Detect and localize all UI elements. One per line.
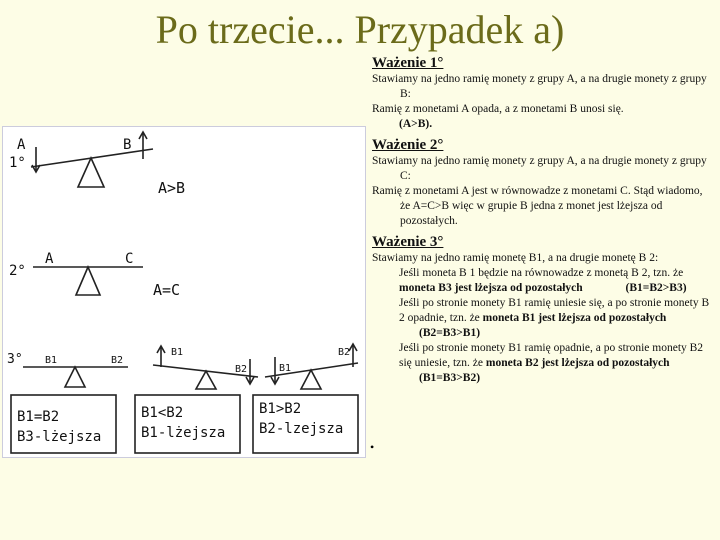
heading-weighing-3: Ważenie 3°: [372, 234, 444, 250]
text-weighing-2-line1: Stawiamy na jedno ramię monety z grupy A, a na drugie monety z grupy C:: [372, 155, 707, 182]
result-box-2-line-1: B1<B2: [141, 405, 184, 421]
case-2-formula: (B2=B3>B1): [419, 327, 481, 339]
heading-weighing-1: Ważenie 1°: [372, 55, 444, 71]
heading-weighing-2: Ważenie 2°: [372, 137, 444, 153]
text-case-2: [372, 296, 712, 341]
case-1-formula: (B1=B2>B3): [625, 282, 687, 294]
result-row-1: A>B: [158, 179, 186, 197]
text-case-3: [372, 341, 712, 386]
coin-label-a-row-2: A: [45, 251, 54, 267]
text-column: [372, 54, 712, 386]
section-weighing-2: [372, 136, 712, 229]
result-box-3-line-1: B1>B2: [259, 401, 302, 417]
case-1-bold: moneta B3 jest lżejsza od pozostałych: [399, 282, 583, 294]
fulcrum-row-1: [78, 158, 104, 187]
case-3-formula: (B1=B3>B2): [419, 372, 481, 384]
result-row-2: A=C: [153, 281, 181, 299]
result-box-2-line-2: B1-lżejsza: [141, 425, 226, 441]
case-3-bold: moneta B2 jest lżejsza od pozostałych: [485, 357, 670, 369]
case-2-text: Jeśli po stronie monety B1 ramię uniesie się, a po stronie monety B 2 opadnie, tzn. że: [399, 297, 710, 324]
case-1-text: Jeśli moneta B 1 będzie na równowadze z monetą B 2, tzn. że: [399, 267, 684, 279]
case-2-bold: moneta B1 jest lżejsza od pozostałych: [482, 312, 667, 324]
coin-label-c-row-2: C: [125, 251, 134, 267]
coin-label-a-row-1: A: [17, 137, 26, 153]
result-box-2-text: [141, 403, 225, 443]
coin-label-b2-scale-1: B2: [111, 355, 124, 366]
fulcrum-row-3-scale-3: [301, 370, 321, 389]
text-weighing-3-line1: Stawiamy na jedno ramię monetę B1, a na drugie monetę B 2:: [372, 252, 659, 264]
text-case-1: [372, 266, 712, 296]
fulcrum-row-3-scale-2: [196, 371, 216, 389]
result-box-1-text: [17, 407, 101, 447]
fulcrum-row-2: [76, 267, 100, 295]
row-1-label: 1°: [9, 155, 26, 171]
text-weighing-1-line1: Stawiamy na jedno ramię monety z grupy A, a na drugie monety z grupy B:: [372, 73, 707, 100]
result-box-1-line-2: B3-lżejsza: [17, 429, 102, 445]
coin-label-b2-scale-2: B2: [235, 364, 248, 375]
slide-title: Po trzecie... Przypadek a): [155, 7, 565, 52]
coin-label-b1-scale-2: B1: [171, 347, 184, 358]
text-weighing-1-line2: Ramię z monetami A opada, a z monetami B unosi się.: [372, 103, 624, 115]
section-weighing-1: [372, 54, 712, 132]
bullet-mark: •: [370, 440, 375, 454]
text-weighing-1-result: (A>B).: [399, 118, 433, 130]
row-3-label: 3°: [7, 352, 23, 367]
coin-label-b2-scale-3: B2: [338, 347, 351, 358]
case-3-text: Jeśli po stronie monety B1 ramię opadnie, a po stronie monety B2 się uniesie, tzn. że: [399, 342, 704, 369]
text-weighing-2-line2: Ramię z monetami A jest w równowadze z monetami C. Stąd wiadomo, że A=C>B więc w grupie B jedna z monet jest lżejsza od pozostałych.: [372, 185, 703, 227]
section-weighing-3: [372, 233, 712, 386]
row-2-label: 2°: [9, 263, 26, 279]
beam-row-1: [31, 149, 153, 167]
hand-drawn-scales: [2, 126, 366, 458]
coin-label-b-row-1: B: [123, 137, 132, 153]
result-box-3-line-2: B2-lzejsza: [259, 421, 344, 437]
result-box-3-text: [259, 399, 343, 439]
fulcrum-row-3-scale-1: [65, 367, 85, 387]
result-box-1-line-1: B1=B2: [17, 409, 60, 425]
coin-label-b1-scale-3: B1: [279, 363, 292, 374]
coin-label-b1-scale-1: B1: [45, 355, 58, 366]
